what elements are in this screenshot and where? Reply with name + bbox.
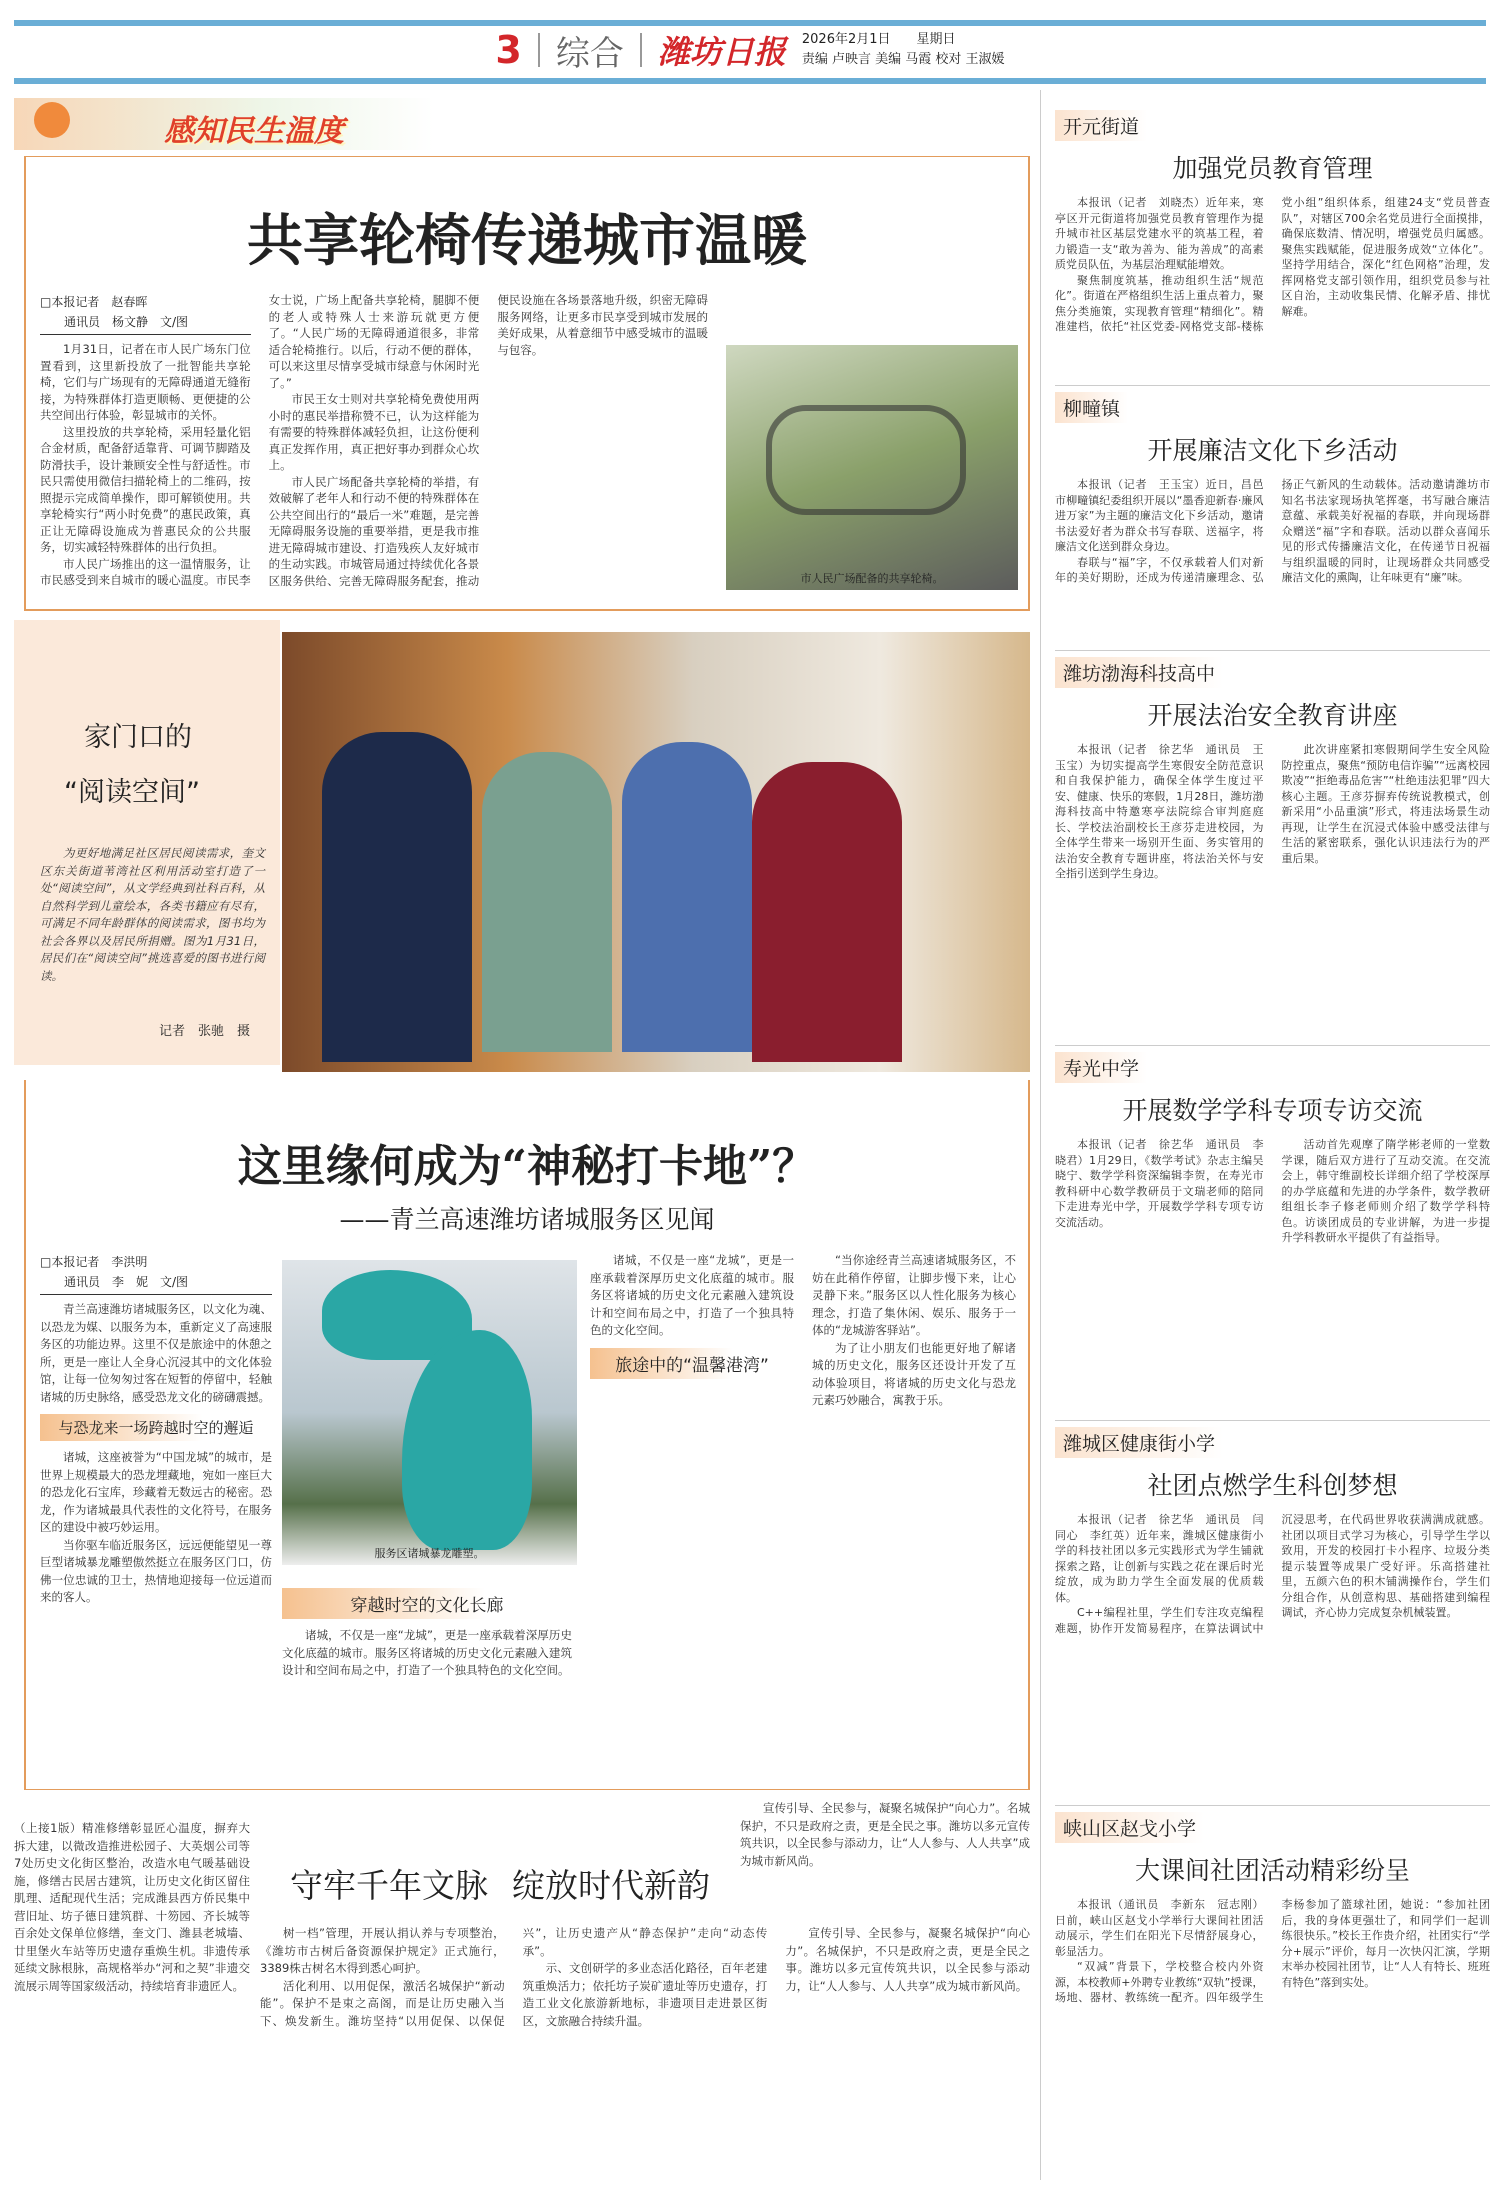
brief-jiankangjie <box>1055 1420 1490 1636</box>
article-col-2 <box>282 1580 572 1680</box>
paragraph: 活化利用、以用促保，激活名城保护“新动能”。保护不是束之高阁，而是让历史融入当下、焕发新生。潍坊坚持“以用促保、以保促兴”，让历史遗产从“静态保护”走向“动态传承”。 <box>260 1926 768 2028</box>
paragraph: 宣传引导、全民参与，凝聚名城保护“向心力”。名城保护，不只是政府之责，更是全民之事。潍坊以多元宣传筑共识，以全民参与添动力，让“人人参与、人人共享”成为城市新风尚。 <box>785 1926 1030 1993</box>
brief-label: 峡山区赵戈小学 <box>1055 1812 1204 1843</box>
brief-title: 加强党员教育管理 <box>1172 154 1373 183</box>
paragraph: 诸城，这座被誉为“中国龙城”的城市，是世界上规模最大的恐龙埋藏地，宛如一座巨大的恐龙化石宝库，珍藏着无数远古的秘密。恐龙，作为诸城最具代表性的文化符号，在服务区的建设中被巧妙运用。 <box>40 1450 272 1534</box>
continued-article <box>14 1820 250 1995</box>
page-number: 3 <box>495 28 522 72</box>
issue-meta <box>802 30 1005 70</box>
byline: 通讯员 李 妮 文/图 <box>64 1275 189 1289</box>
column-divider <box>1040 90 1041 2180</box>
reading-title-1: 家门口的 <box>84 722 192 753</box>
paragraph: 当你驱车临近服务区，远远便能望见一尊巨型诸城暴龙雕塑傲然挺立在服务区门口，仿佛一位忠诚的卫士，热情地迎接每一位远道而来的客人。 <box>40 1537 272 1604</box>
article-body <box>40 292 708 602</box>
story-wheelchair <box>24 156 1030 611</box>
article-col-1 <box>40 1252 272 1607</box>
paragraph: 青兰高速潍坊诸城服务区，以文化为魂、以恐龙为媒、以服务为本，重新定义了高速服务区的功能边界。这里不仅是旅途中的休憩之所，更是一座让人全身心沉浸其中的文化体验馆，让每一位匆匆过客在短暂的停留中，轻触诸城的历史脉络，感受恐龙文化的磅礴震撼。 <box>40 1302 272 1404</box>
brief-title: 开展法治安全教育讲座 <box>1147 701 1398 730</box>
text: 聚焦制度筑基，推动组织生活“规范化”。街道在严格组织生活上重点着力，聚焦分类施策，实现教育管理“精细化”。精准建档，依托“社区党委-网格党支部-楼栋党小组”组织体系，组建24支“党员普查队”，对辖区700余名党员进行全面摸排，确保底数清、情况明，增强党员归属感。聚焦实践赋能，促进服务成效“立体化”。坚持学用结合，深化“红色网格”治理，发挥网格党支部引领作用，组织党员参与社区自治，主动收集民情、化解矛盾、排忧解难。 <box>1055 196 1490 333</box>
subheading: 与恐龙来一场跨越时空的邂逅 <box>40 1414 272 1441</box>
paragraph: 1月31日，记者在市人民广场东门位置看到，这里新投放了一批智能共享轮椅，它们与广场现有的无障碍通道无缝衔接，为特殊群体打造更顺畅、更便捷的公共空间出行体验，彰显城市的关怀。 <box>40 342 251 422</box>
masthead <box>0 26 1500 74</box>
subheading: 旅途中的“温馨港湾” <box>590 1348 794 1379</box>
culture-col-top <box>740 1800 1030 1920</box>
newspaper-logo: 潍坊日报 <box>657 33 786 71</box>
reading-title-2: “阅读空间” <box>64 777 200 808</box>
text: C++编程社里，学生们专注攻克编程难题，协作开发简易程序，在算法调试中沉浸思考，在代码世界收获满满成就感。社团以项目式学习为核心，引导学生学以致用，开发的校园打卡小程序、垃圾分类提示装置等成果广受好评。乐高搭建社里，五颜六色的积木铺满操作台，学生们分组合作，从创意构思、基础搭建到编程调试，齐心协力完成复杂机械装置。 <box>1055 1513 1490 1635</box>
text: 本报讯（记者 刘晓杰）近年来，寒亭区开元街道将加强党员教育管理作为提升城市社区基层党建水平的筑基工程，着力锻造一支“敢为善为、能为善成”的高素质党员队伍，为基层治理赋能增效。 <box>1055 196 1264 271</box>
text: 本报讯（记者 王玉宝）近日，昌邑市柳疃镇纪委组织开展以“墨香迎新春·廉风进万家”为主题的廉洁文化下乡活动，邀请书法爱好者为群众书写春联、送福字，将廉洁文化送到群众身边。 <box>1055 478 1264 553</box>
text: □本报记者 赵春晖 <box>40 295 148 309</box>
brief-label: 潍城区健康街小学 <box>1055 1427 1223 1458</box>
paragraph: 市人民广场配备共享轮椅的举措，有效破解了老年人和行动不便的特殊群体在公共空间出行的“最后一米”难题，是完善无障碍服务设施的重要举措，更是我市推进无障碍城市建设、打造残疾人友好城市的生动实践。市城管局通过持续优化各景区服务供给、完善无障碍服务配套，推动便民设施在各场景落地升级，织密无障碍服务网络，让更多市民享受到城市发展的美好成果，从着意细节中感受城市的温暖与包容。 <box>268 293 708 588</box>
text: 此次讲座紧扣寒假期间学生安全风险防控重点，聚焦“预防电信诈骗”“远离校园欺凌”“拒绝毒品危害”“杜绝违法犯罪”四大核心主题。王彦芬摒弃传统说教模式，创新采用“小品重演”形式，将违法场景生动再现，让学生在沉浸式体验中感受法律与生活的紧密联系，强化认识违法行为的严重后果。 <box>1281 743 1490 865</box>
reading-space-photo <box>282 632 1030 1072</box>
brief-label: 开元街道 <box>1055 110 1147 141</box>
divider <box>640 33 642 67</box>
article-col-3 <box>590 1252 1016 1772</box>
paragraph: 这里投放的共享轮椅，采用轻量化铝合金材质，配备舒适靠背、可调节脚踏及防滑扶手，设计兼顾安全性与舒适性。市民只需使用微信扫描轮椅上的二维码，按照提示完成简单操作，即可解锁使用。共享轮椅实行“两小时免费”的惠民政策，真正让无障碍设施成为普惠民众的公共服务，切实减轻特殊群体的出行负担。 <box>40 424 251 554</box>
text: 通讯员 杨文静 文/图 <box>64 315 189 329</box>
text: 本报讯（通讯员 李新东 冠志刚）日前，峡山区赵戈小学举行大课间社团活动展示，学生们在阳光下尽情舒展身心，彰显活力。 <box>1055 1898 1264 1958</box>
paragraph: “当你途经青兰高速诸城服务区，不妨在此稍作停留，让脚步慢下来，让心灵静下来。”服务区以人性化服务为核心理念，打造了集休闲、娱乐、服务于一体的“龙城游客驿站”。 <box>812 1253 1016 1337</box>
paragraph: 宣传引导、全民参与，凝聚名城保护“向心力”。名城保护，不只是政府之责，更是全民之事。潍坊以多元宣传筑共识，以全民参与添动力，让“人人参与、人人共享”成为城市新风尚。 <box>740 1801 1030 1868</box>
paragraph: 为了让小朋友们也能更好地了解诸城的历史文化，服务区还设计开发了互动体验项目，将诸城的历史文化与恐龙元素巧妙融合，寓教于乐。 <box>812 1340 1016 1407</box>
paragraph: 诸城，不仅是一座“龙城”，更是一座承载着深厚历史文化底蕴的城市。服务区将诸城的历史文化元素融入建筑设计和空间布局之中，打造了一个独具特色的文化空间。 <box>590 1253 794 1337</box>
brief-title: 大课间社团活动精彩纷呈 <box>1134 1856 1410 1885</box>
reading-caption: 为更好地满足社区居民阅读需求，奎文区东关街道苇湾社区利用活动室打造了一处“阅读空间”，从文学经典到社科百科，从自然科学到儿童绘本，各类书籍应有尽有，可满足不同年龄群体的阅读需求，图书均为社会各界以及居民所捐赠。图为1月31日，居民们在“阅读空间”挑选喜爱的图书进行阅读。 <box>40 846 265 983</box>
paragraph: 市民王女士则对共享轮椅免费使用两小时的惠民举措称赞不已，认为这样能为有需要的特殊群体减轻负担，让这份便利真正发挥作用，真正把好事办到群众心坎上。 <box>268 392 480 472</box>
photo-caption: 服务区诸城暴龙雕塑。 <box>374 1547 485 1560</box>
brief-kaiyuan <box>1055 104 1490 335</box>
brief-label: 柳疃镇 <box>1055 392 1128 423</box>
paragraph: 示、文创研学的多业态活化路径，百年老建筑重焕活力；依托坊子炭矿遗址等历史遗存，打造工业文化旅游新地标，非遗项目走进景区街区，文旅融合持续升温。 <box>522 1961 768 2028</box>
paragraph: 市人民广场推出的这一温情服务，让市民感受到来自城市的暖心温度。市民李女士说，广场上配备共享轮椅，腿脚不便的老人或特殊人士来游玩就更方便了。“人民广场的无障碍通道很多，非常适合轮椅推行。以后，行动不便的群体，可以来这里尽情享受城市绿意与休闲时光了。” <box>40 293 480 587</box>
headline: 共享轮椅传递城市温暖 <box>247 208 807 274</box>
culture-article <box>260 1925 1030 2185</box>
banner-title: 感知民生温度 <box>164 114 344 149</box>
byline <box>40 292 251 335</box>
sun-icon <box>34 102 70 138</box>
editors: 责编 卢映言 美编 马霞 校对 王淑媛 <box>801 52 1005 67</box>
brief-label: 潍坊渤海科技高中 <box>1055 657 1223 688</box>
subheading: 穿越时空的文化长廊 <box>282 1588 572 1619</box>
headline-b: 绽放时代新韵 <box>512 1866 710 1905</box>
brief-title: 社团点燃学生科创梦想 <box>1147 1471 1398 1500</box>
paragraph: 诸城，不仅是一座“龙城”，更是一座承载着深厚历史文化底蕴的城市。服务区将诸城的历史文化元素融入建筑设计和空间布局之中，打造了一个独具特色的文化空间。 <box>282 1628 572 1677</box>
brief-shouguang <box>1055 1045 1490 1246</box>
section-name: 综合 <box>555 33 624 74</box>
text: “双减”背景下，学校整合校内外资源，本校教师+外聘专业教练“双轨”授课，场地、器材、教练统一配齐。四年级学生李杨参加了篮球社团，她说：“参加社团后，我的身体更强壮了，和同学们一起训练很快乐。”校长王作贵介绍，社团实行“学分+展示”评价，每月一次快闪汇演，学期末举办校园社团节，让“人人有特长、班班有特色”落到实处。 <box>1055 1898 1490 2004</box>
reading-panel <box>14 620 280 1065</box>
column-banner <box>14 98 434 150</box>
paragraph: 树一档”管理，开展认捐认养与专项整治，《潍坊市古树后备资源保护规定》正式施行，3389株古树名木得到悉心呵护。 <box>260 1926 505 1975</box>
brief-label: 寿光中学 <box>1055 1052 1147 1083</box>
issue-date: 2026年2月1日 <box>801 32 891 47</box>
text: 本报讯（记者 徐艺华 通讯员 王玉宝）为切实提高学生寒假安全防范意识和自我保护能力，确保全体学生度过平安、健康、快乐的寒假，1月28日，潍坊渤海科技高中特邀寒亭法院综合审判庭庭长、学校法治副校长王彦芬走进校园，为全体学生带来一场别开生面、务实管用的法治安全教育专题讲座，将法治关怀与安全指引送到学生身边。 <box>1055 743 1264 880</box>
photo-caption: 市人民广场配备的共享轮椅。 <box>800 572 944 585</box>
weekday: 星期日 <box>916 32 956 47</box>
byline: □本报记者 李洪明 <box>40 1255 148 1269</box>
dinosaur-photo <box>282 1260 577 1565</box>
text: 活动首先观摩了隋学彬老师的一堂数学课，随后双方进行了互动交流。在交流会上，韩守维副校长详细介绍了学校深厚的办学底蕴和先进的办学条件，数学教研组组长李子修老师则介绍了数学学科特色。访谈团成员的专业讲解，为进一步提升学科教研水平提供了有益指导。 <box>1281 1138 1490 1244</box>
brief-title: 开展廉洁文化下乡活动 <box>1147 436 1398 465</box>
brief-bohai <box>1055 650 1490 882</box>
text: 本报讯（记者 徐艺华 通讯员 闫同心 李红英）近年来，潍城区健康街小学的科技社团以多元实践形式为学生铺就探索之路，让创新与实践之花在课后时光绽放，成为助力学生全面发展的优质载体。 <box>1055 1513 1264 1604</box>
text: 春联与“福”字，不仅承载着人们对新年的美好期盼，还成为传递清廉理念、弘扬正气新风的生动载体。活动邀请潍坊市知名书法家现场执笔挥毫，书写融合廉洁意蕴、承载美好祝福的春联，并向现场群众赠送“福”字和春联。活动以群众喜闻乐见的形式传播廉洁文化，在传递节日祝福与组织温暖的同时，让现场群众共同感受廉洁文化的熏陶，让年味更有“廉”味。 <box>1055 478 1490 584</box>
header-rule-bottom <box>14 78 1486 84</box>
headline-a: 守牢千年文脉 <box>290 1866 488 1905</box>
brief-zhaoge <box>1055 1805 1490 2006</box>
wheelchair-photo <box>726 345 1018 590</box>
text: 本报讯（记者 徐艺华 通讯员 李晓君）1月29日，《数学考试》杂志主编吴晓宁、数学学科资深编辑李贺，在寿光市教科研中心数学教研员于文瑞老师的陪同下走进寿光中学，开展数学学科专项专访交流活动。 <box>1055 1138 1264 1229</box>
brief-liutuan <box>1055 385 1490 586</box>
divider <box>538 33 540 67</box>
headline: 这里缘何成为“神秘打卡地”？ <box>237 1141 817 1192</box>
paragraph: （上接1版）精准修缮彰显匠心温度，摒弃大拆大建，以微改造推进松园子、大英烟公司等7处历史文化街区整治，改造水电气暖基础设施，修缮古民居古建筑，让历史文化街区留住肌理、适配现代生活；完成潍县西方侨民集中营旧址、坊子德日建筑群、十笏园、齐长城等百余处文保单位修缮，奎文门、潍县老城墙、廿里堡火车站等历史遗存重焕生机。非遗传承延续文脉根脉，高规格举办“河和之契”非遗交流展示周等国家级活动，持续培育非遗匠人。 <box>14 1821 250 1993</box>
photo-credit: 记者 张驰 摄 <box>158 1024 250 1039</box>
brief-title: 开展数学学科专项专访交流 <box>1122 1096 1423 1125</box>
story-service-area <box>24 1080 1030 1790</box>
subheadline: ——青兰高速潍坊诸城服务区见闻 <box>339 1205 715 1234</box>
